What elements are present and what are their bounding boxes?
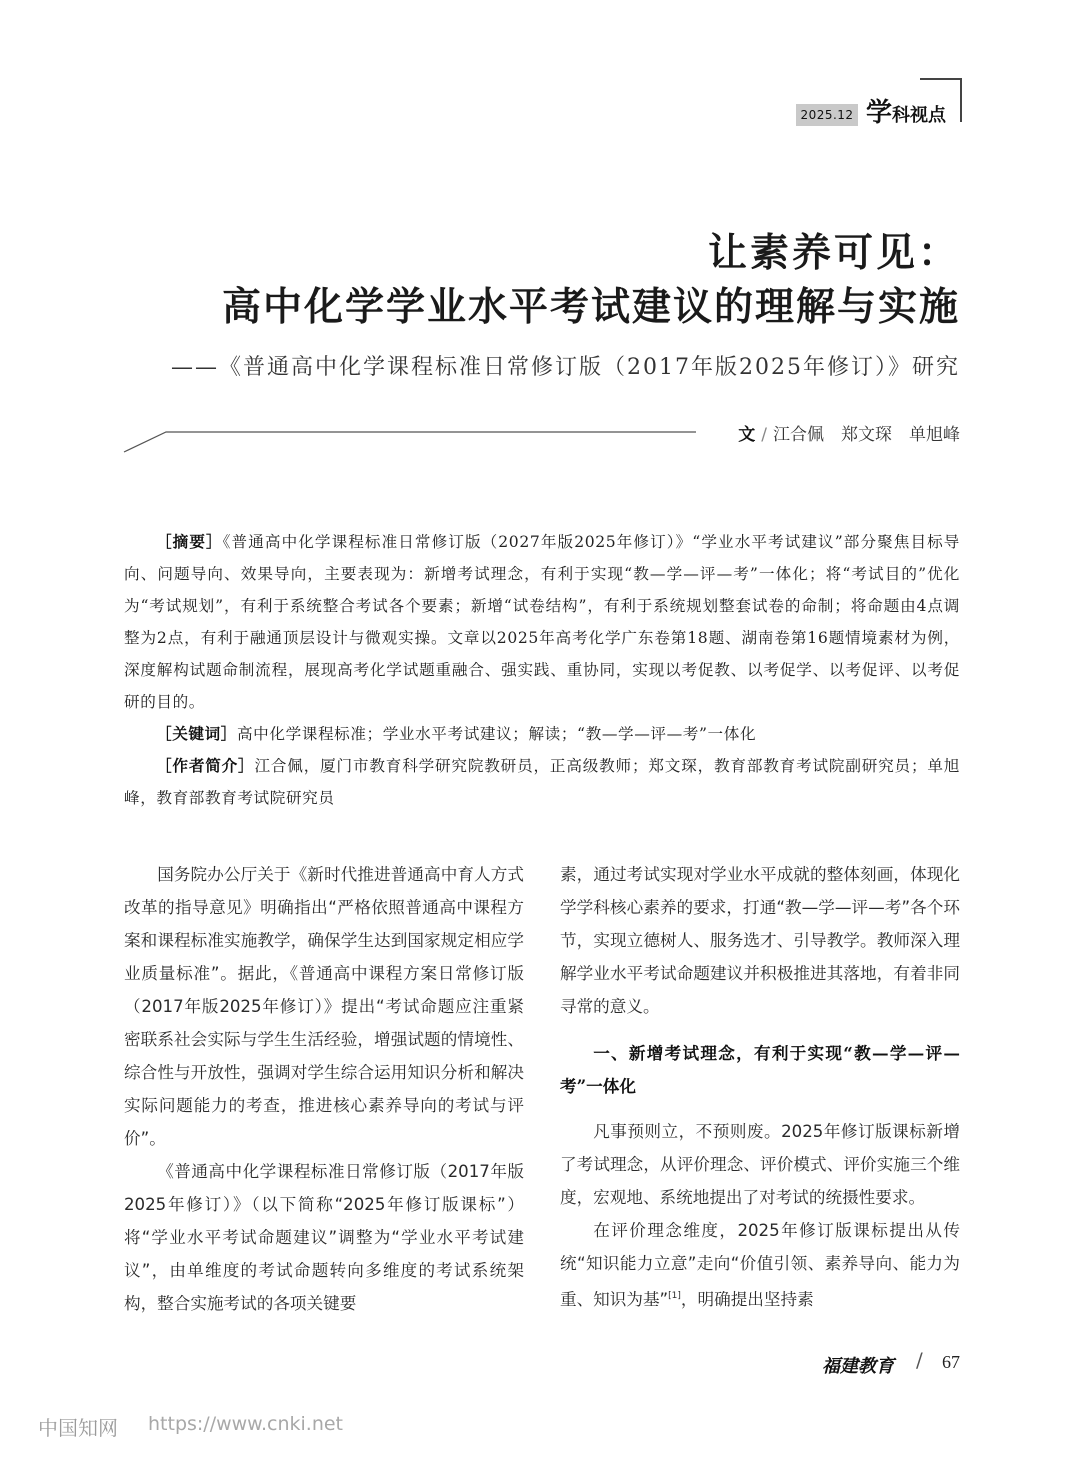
- issue-badge: 2025.12: [796, 104, 858, 126]
- column-name-rest: 科视点: [892, 105, 947, 126]
- article-title-line2: 高中化学学业水平考试建议的理解与实施: [221, 284, 960, 330]
- body-text: ，明确提出坚持素: [680, 1290, 814, 1309]
- author-bio-tag: ［作者简介］: [156, 757, 255, 775]
- watermark-site-name: 中国知网: [38, 1416, 118, 1440]
- author-bio: [124, 750, 960, 814]
- header-frame-right: [960, 78, 962, 122]
- body-column-right: [560, 858, 960, 1316]
- body-text: 在评价理念维度，2025年修订版课标提出从传统“知识能力立意”走向“价值引领、素养导向、能力为重、知识为基”: [560, 1221, 960, 1309]
- watermark-url[interactable]: https://www.cnki.net: [148, 1413, 344, 1435]
- byline: [738, 420, 960, 445]
- article-title-line1: 让素养可见：: [707, 230, 960, 276]
- column-name-first: 学: [866, 98, 893, 128]
- byline-authors: 江合佩 郑文琛 单旭峰: [773, 425, 960, 445]
- abstract-text: 《普通高中化学课程标准日常修订版（2027年版2025年修订）》“学业水平考试建议”部分聚焦目标导向、问题导向、效果导向，主要表现为：新增考试理念，有利于实现“教—学—评—考”一体化；将“考试目的”优化为“考试规划”，有利于系统整合考试各个要素；新增“试卷结构”，有利于系统规划整套试卷的命制；将命题由4点调整为2点，有利于融通顶层设计与微观实操。文章以2025年高考化学广东卷第18题、湖南卷第16题情境素材为例，深度解构试题命制流程，展现高考化学试题重融合、强实践、重协同，实现以考促教、以考促学、以考促评、以考促研的目的。: [124, 533, 960, 711]
- author-bio-text: 江合佩，厦门市教育科学研究院教研员，正高级教师；郑文琛，教育部教育考试院副研究员；单旭峰，教育部教育考试院研究员: [124, 757, 960, 807]
- abstract-tag: ［摘要］: [156, 533, 223, 551]
- abstract-summary: [124, 526, 960, 718]
- article-subtitle: ——《普通高中化学课程标准日常修订版（2017年版2025年修订）》研究: [171, 355, 960, 380]
- abstract-block: [124, 526, 960, 814]
- footer-separator: /: [916, 1348, 923, 1372]
- citation-ref[interactable]: [1]: [668, 1291, 681, 1301]
- byline-prefix: 文: [738, 425, 756, 445]
- journal-logo: 福建教育: [822, 1356, 894, 1377]
- body-paragraph: 《普通高中化学课程标准日常修订版（2017年版2025年修订）》（以下简称“2025年修订版课标”）将“学业水平考试命题建议”调整为“学业水平考试建议”，由单维度的考试命题转向多维度的考试系统架构，整合实施考试的各项关键要: [124, 1162, 524, 1313]
- section-heading: 一、新增考试理念，有利于实现“教—学—评—考”一体化: [560, 1043, 960, 1096]
- body-paragraph: 素，通过考试实现对学业水平成就的整体刻画，体现化学学科核心素养的要求，打通“教—学—评—考”各个环节，实现立德树人、服务选才、引导教学。教师深入理解学业水平考试命题建议并积极推进其落地，有着非同寻常的意义。: [560, 865, 960, 1016]
- keywords: [124, 718, 960, 750]
- page-number: 67: [942, 1352, 960, 1372]
- body-column-left: [124, 858, 524, 1320]
- byline-separator: /: [761, 425, 767, 445]
- keywords-text: 高中化学课程标准；学业水平考试建议；解读；“教—学—评—考”一体化: [236, 725, 757, 743]
- body-paragraph: 国务院办公厅关于《新时代推进普通高中育人方式改革的指导意见》明确指出“严格依照普通高中课程方案和课程标准实施教学，确保学生达到国家规定相应学业质量标准”。据此，《普通高中课程方案日常修订版（2017年版2025年修订）》提出“考试命题应注重紧密联系社会实际与学生生活经验，增强试题的情境性、综合性与开放性，强调对学生综合运用知识分析和解决实际问题能力的考查，推进核心素养导向的考试与评价”。: [124, 865, 524, 1148]
- column-name: [866, 98, 946, 131]
- header-frame-top: [920, 78, 962, 80]
- keywords-tag: ［关键词］: [156, 725, 237, 743]
- body-paragraph: [560, 1214, 960, 1316]
- byline-rule: [120, 424, 700, 454]
- body-paragraph: 凡事预则立，不预则废。2025年修订版课标新增了考试理念，从评价理念、评价模式、评价实施三个维度，宏观地、系统地提出了对考试的统摄性要求。: [560, 1122, 960, 1207]
